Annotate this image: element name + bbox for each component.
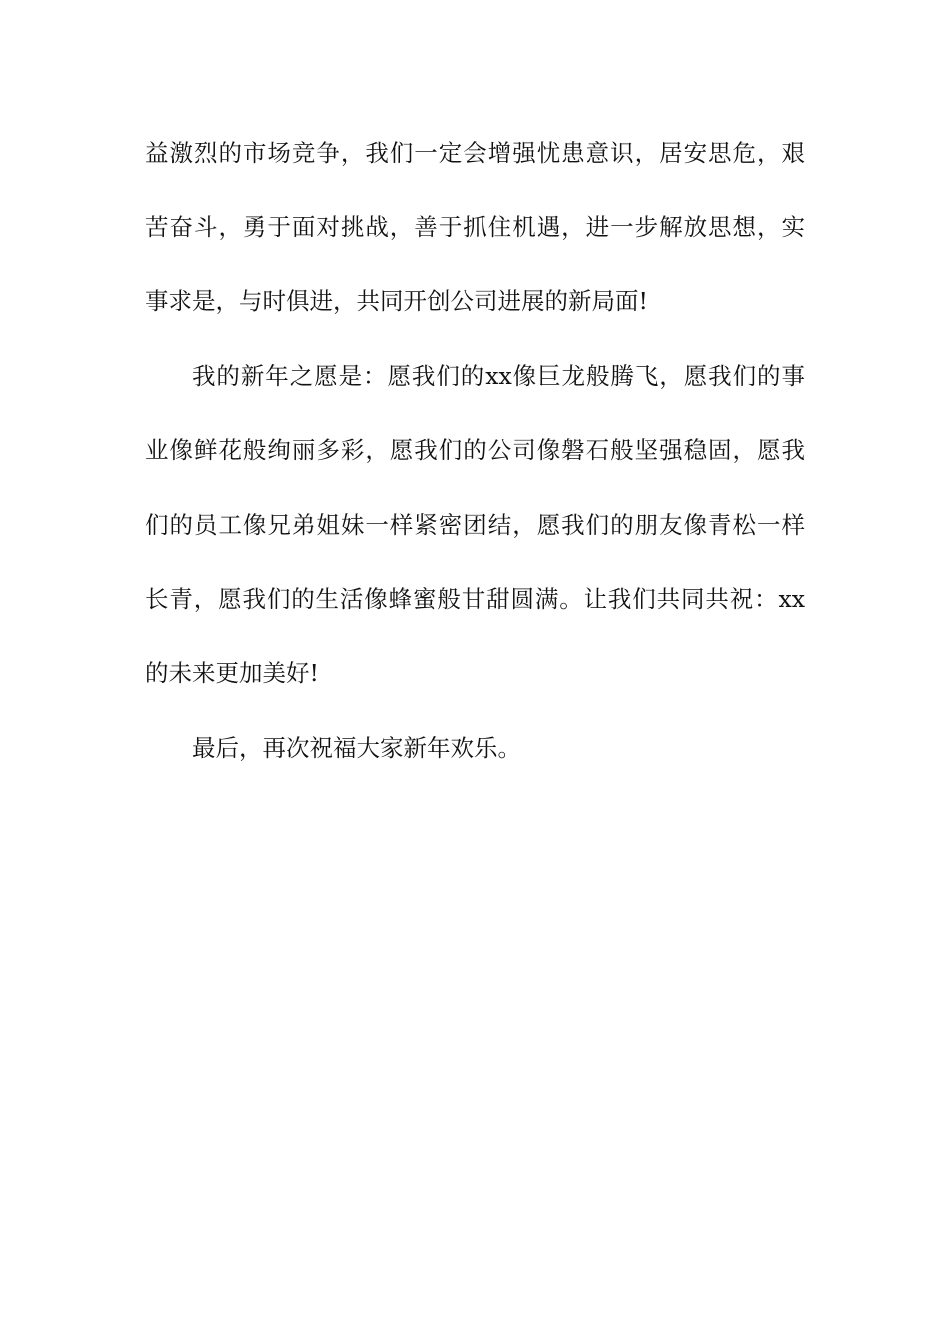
paragraph-line: 我的新年之愿是：愿我们的xx像巨龙般腾飞，愿我们的事: [192, 362, 805, 390]
paragraph-line: 最后，再次祝福大家新年欢乐。: [192, 734, 521, 762]
paragraph-line: 长青，愿我们的生活像蜂蜜般甘甜圆满。让我们共同共祝：xx: [145, 585, 805, 613]
paragraph-line: 事求是，与时俱进，共同开创公司进展的新局面!: [145, 287, 648, 315]
paragraph-line: 益激烈的市场竞争，我们一定会增强忧患意识，居安思危，艰: [145, 139, 805, 167]
paragraph-line: 们的员工像兄弟姐妹一样紧密团结，愿我们的朋友像青松一样: [145, 511, 805, 539]
paragraph-line: 的未来更加美好!: [145, 659, 319, 687]
paragraph-line: 苦奋斗，勇于面对挑战，善于抓住机遇，进一步解放思想，实: [145, 213, 805, 241]
paragraph-line: 业像鲜花般绚丽多彩，愿我们的公司像磐石般坚强稳固，愿我: [145, 436, 805, 464]
